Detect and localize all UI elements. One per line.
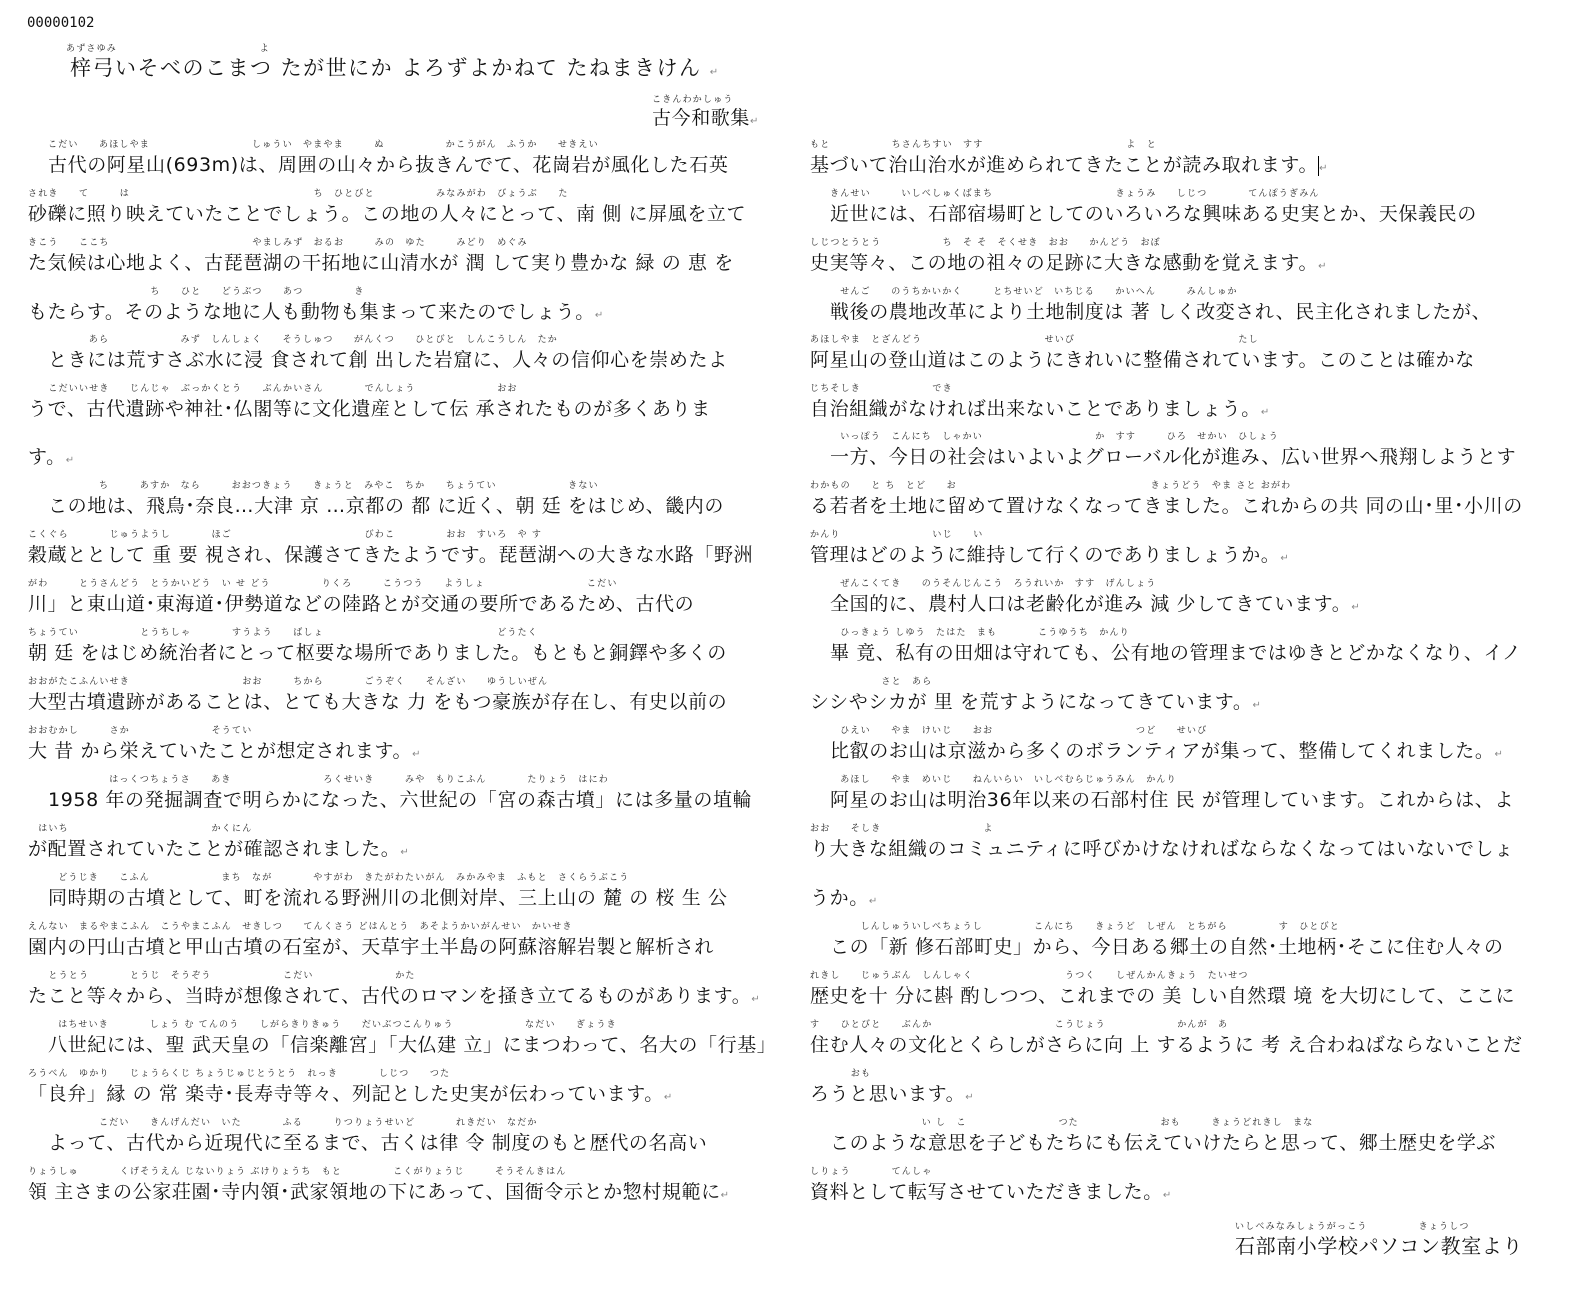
line-text: す。	[28, 446, 66, 468]
poem-line: 梓弓いそべのこまつ たが世にか よろずよかねて たねまきけん	[70, 56, 702, 80]
right-line-furigana: もと ちさんちすい すす よ と	[810, 140, 1157, 150]
left-line-furigana: えんない まるやまこふん こうやまこふん せきしつ てんくさう どはんとう あそようかいがんせい かいせき	[28, 922, 573, 932]
right-line-furigana: しりょう てんしゃ	[810, 1167, 933, 1177]
left-text-line	[48, 348, 728, 372]
paragraph-mark: ↵	[1351, 602, 1361, 613]
line-text: 「良弁」縁 の 常 楽寺･長寿寺等々、列記とした史実が伝わっています。	[28, 1083, 664, 1105]
line-text: 自治組織がなければ出来ないことでありましょう。	[810, 398, 1261, 420]
paragraph-mark: ↵	[400, 847, 410, 858]
right-text-line	[810, 690, 1261, 718]
paragraph-mark: ↵	[1319, 163, 1329, 174]
left-text-line	[28, 1180, 730, 1208]
right-text-line	[810, 251, 1327, 279]
paragraph-mark: ↵	[720, 1190, 730, 1201]
left-line-furigana: あら みず しんしょく そうしゅつ がんくつ ひとびと しんこうしん たか	[48, 335, 559, 345]
paragraph-mark: ↵	[65, 455, 75, 466]
left-text-line	[28, 1082, 673, 1110]
line-text: シシやシカが 里 を荒すようになってきています。	[810, 691, 1253, 713]
line-text: 古代の阿星山(693m)は、周囲の山々から抜きんでて、花崗岩が風化した石英	[48, 154, 729, 176]
line-text: 1958 年の発掘調査で明らかになった、六世紀の「宮の森古墳」には多量の埴輪	[48, 789, 753, 811]
right-line-furigana: いっぽう こんにち しゃかい か すす ひろ せかい ひしょう	[830, 432, 1279, 442]
line-text: 戦後の農地改革により土地制度は 著 しく改変され、民主化されましたが、	[830, 301, 1492, 323]
left-line-furigana: おおがたこふんいせき おお ちから ごうぞく そんざい ゆうしいぜん	[28, 677, 549, 687]
left-text-line	[28, 202, 746, 226]
right-line-furigana: い し こ つた おも きょうどれきし まな	[830, 1118, 1314, 1128]
line-text: る若者を土地に留めて置けなくなってきました。これからの共 同の山･里･小川の	[810, 495, 1523, 517]
line-text: た気候は心地よく、古琵琶湖の干拓地に山清水が 潤 して実り豊かな 緑 の 恵 を	[28, 252, 734, 274]
right-line-furigana: あほし やま めいじ ねんいらい いしべむらじゅうみん かんり	[830, 775, 1177, 785]
line-text: が配置されていたことが確認されました。	[28, 838, 401, 860]
left-text-line	[28, 690, 727, 714]
right-text-line	[810, 494, 1523, 518]
right-line-furigana: じちそしき でき	[810, 384, 953, 394]
left-line-furigana: りょうしゅ くげそうえん じないりょう ぶけりょうち もと こくがりょうじ そうそんきはん	[28, 1167, 567, 1177]
paragraph-mark: ↵	[750, 116, 759, 127]
right-text-line	[830, 300, 1491, 324]
right-text-line	[810, 153, 1328, 181]
paragraph-mark: ↵	[1280, 553, 1290, 564]
paragraph-mark: ↵	[663, 1092, 673, 1103]
line-text: うで、古代遺跡や神社･仏閣等に文化遺産として伝 承されたものが多くありま	[28, 398, 711, 420]
left-line-furigana: こだい きんげんだい いた ふる りつりょうせいど れきだい なだか	[48, 1118, 538, 1128]
left-text-line	[28, 935, 714, 959]
left-text-line	[28, 641, 727, 665]
right-text-line	[830, 788, 1514, 812]
line-text: よって、古代から近現代に至るまで、古くは律 令 制度のもと歴代の名高い	[48, 1132, 708, 1154]
line-text: 比叡のお山は京滋から多くのボランティアが集って、整備してくれました。	[830, 740, 1495, 762]
paragraph-mark: ↵	[594, 310, 604, 321]
left-text-line	[28, 251, 734, 275]
line-text: 砂礫に照り映えていたことでしょう。この地の人々にとって、南 側 に屏風を立て	[28, 203, 747, 225]
line-text: 領 主さまの公家荘園･寺内領･武家領地の下にあって、国衙令示とか惣村規範に	[28, 1181, 721, 1203]
poem-text	[70, 56, 720, 85]
right-text-line	[810, 1082, 974, 1110]
poem-source-text: 古今和歌集	[652, 107, 751, 129]
line-text: 同時期の古墳として、町を流れる野洲川の北側対岸、三上山の 麓 の 桜 生 公	[48, 887, 728, 909]
left-text-line	[28, 300, 604, 328]
left-line-furigana: ち あすか なら おおつきょう きょうと みやこ ちか ちょうてい きない	[48, 481, 599, 491]
source-furigana: こきんわかしゅう	[652, 95, 734, 105]
line-text: 住む人々の文化とくらしがさらに向 上 するように 考 え合わねばならないことだ	[810, 1034, 1523, 1056]
right-text-line	[810, 837, 1514, 861]
left-text-line	[28, 397, 711, 421]
right-text-line	[830, 739, 1504, 767]
left-text-line	[48, 788, 752, 812]
poem-furigana: あずさゆみ よ	[66, 44, 271, 54]
line-text: 基づいて治山治水が進められてきたことが読み取れます。	[810, 154, 1319, 176]
right-line-furigana: わかもの と ち とど お きょうどう やま さと おがわ	[810, 481, 1292, 491]
right-line-furigana: きんせい いしべしゅくばまち きょうみ しじつ てんぽうぎみん	[830, 189, 1320, 199]
right-line-furigana: おも	[810, 1069, 872, 1079]
left-text-line	[28, 592, 694, 616]
line-text: 大型古墳遺跡があることは、とても大きな 力 をもつ豪族が存在し、有史以前の	[28, 691, 728, 713]
line-text: り大きな組織のコミュニティに呼びかけなければならなくなってはいないでしょ	[810, 838, 1514, 860]
line-text: もたらす。そのような地に人も動物も集まって来たのでしょう。	[28, 301, 595, 323]
left-line-furigana: はいち かくにん	[28, 824, 253, 834]
right-text-line	[810, 1033, 1523, 1057]
right-line-furigana: ぜんこくてき のうそんじんこう ろうれいか すす げんしょう	[830, 579, 1157, 589]
right-text-line	[830, 641, 1522, 665]
right-line-furigana: れきし じゅうぶん しんしゃく うつく しぜんかんきょう たいせつ	[810, 971, 1249, 981]
paragraph-mark: ↵	[1318, 261, 1328, 272]
left-line-furigana: されき て は ち ひとびと みなみがわ びょうぶ た	[28, 189, 569, 199]
paragraph-mark: ↵	[965, 1092, 975, 1103]
right-line-furigana: さと あら	[810, 677, 933, 687]
line-text: 近世には、石部宿場町としてのいろいろな興味ある史実とか、天保義民の	[830, 203, 1477, 225]
left-text-line	[48, 1033, 776, 1057]
left-line-furigana: こだい あほしやま しゅうい やまやま ぬ かこうがん ふうか せきえい	[48, 140, 599, 150]
left-line-furigana: おおむかし さか そうてい	[28, 726, 253, 736]
right-line-furigana: かんり いじ い	[810, 530, 984, 540]
left-text-line	[28, 739, 421, 767]
left-line-furigana: こだいいせき じんじゃ ぶっかくとう ぶんかいさん でんしょう おお	[28, 384, 518, 394]
right-text-line	[810, 886, 878, 914]
left-line-furigana: ろうべん ゆかり じょうらくじ ちょうじゅじとうとう れっき しじつ つた	[28, 1069, 451, 1079]
line-text: 川」と東山道･東海道･伊勢道などの陸路とが交通の要所であるため、古代の	[28, 593, 695, 615]
right-line-furigana: しんしゅういしべちょうし こんにち きょうど しぜん とちがら す ひとびと	[830, 922, 1341, 932]
left-text-line	[48, 494, 724, 518]
poem-source	[652, 106, 759, 134]
right-text-line	[810, 397, 1270, 425]
right-line-furigana: ひっきょう しゆう たはた まも こうゆうち かんり	[830, 628, 1130, 638]
line-text: 一方、今日の社会はいよいよグローバル化が進み、広い世界へ飛翔しようとす	[830, 446, 1517, 468]
left-text-line	[28, 837, 409, 865]
right-text-line	[810, 348, 1475, 372]
left-line-furigana: ちょうてい とうちしゃ すうよう ばしょ どうたく	[28, 628, 539, 638]
document-id: 00000102	[27, 15, 95, 31]
left-line-furigana: とうとう とうじ そうぞう こだい かた	[28, 971, 416, 981]
right-line-furigana: あほしやま とざんどう せいび たし	[810, 335, 1259, 345]
left-line-furigana: どうじき こふん まち なが やすがわ きたがわたいがん みかみやま ふもと さくらうぶこう	[48, 873, 630, 883]
signature-furigana: いしべみなみしょうがっこう きょうしつ	[1235, 1222, 1470, 1232]
right-text-line	[830, 592, 1360, 620]
right-text-line	[830, 935, 1504, 959]
left-line-furigana: がわ とうさんどう とうかいどう い せ どう りくろ こうつう ようしょ こだい	[28, 579, 618, 589]
line-text: この地は、飛鳥･奈良…大津 京 …京都の 都 に近く、朝 廷 をはじめ、畿内の	[48, 495, 724, 517]
line-text: ときには荒すさぶ水に浸 食されて創 出した岩窟に、人々の信仰心を崇めたよ	[48, 349, 728, 371]
line-text: 全国的に、農村人口は老齢化が進み 減 少してきています。	[830, 593, 1352, 615]
line-text: この「新 修石部町史」から、今日ある郷土の自然･土地柄･そこに住む人々の	[830, 936, 1504, 958]
left-line-furigana: こくぐら じゅうようし ほご びわこ おお すいろ や す	[28, 530, 543, 540]
left-text-line	[28, 984, 760, 1012]
left-line-furigana: きこう ここち やましみず おるお みの ゆた みどり めぐみ	[28, 238, 528, 248]
left-text-line	[48, 153, 728, 177]
line-text: 大 昔 から栄えていたことが想定されます。	[28, 740, 413, 762]
right-line-furigana: せんご のうちかいかく とちせいど いちじる かいへん みんしゅか	[830, 287, 1238, 297]
paragraph-mark: ↵	[1252, 700, 1262, 711]
right-text-line	[810, 984, 1515, 1008]
left-text-line	[28, 445, 75, 473]
right-line-furigana: ひえい やま けいじ おお つど せいび	[830, 726, 1208, 736]
signature: 石部南小学校パソコン教室より	[1235, 1234, 1523, 1258]
line-text: 畢 竟、私有の田畑は守れても、公有地の管理まではゆきとどかなくなり、イノ	[830, 642, 1522, 664]
paragraph-mark: ↵	[751, 994, 761, 1005]
paragraph-mark: ↵	[868, 896, 878, 907]
left-text-line	[48, 1131, 707, 1155]
line-text: このような意思を子どもたちにも伝えていけたらと思って、郷土歴史を学ぶ	[830, 1132, 1497, 1154]
left-line-furigana: はちせいき しょう む てんのう しがらきりきゅう だいぶつこんりゅう なだい ぎょうき	[48, 1020, 617, 1030]
line-text: うか。	[810, 887, 869, 909]
left-text-line	[48, 886, 728, 910]
line-text: たこと等々から、当時が想像されて、古代のロマンを掻き立てるものがあります。	[28, 985, 752, 1007]
line-text: 資料として転写させていただきました。	[810, 1181, 1163, 1203]
right-line-furigana: おお そしき よ	[810, 824, 994, 834]
line-text: 阿星のお山は明治36年以来の石部村住 民 が管理しています。これからは、よ	[830, 789, 1514, 811]
paragraph-mark: ↵	[412, 749, 422, 760]
left-line-furigana: はっくつちょうさ あき ろくせいき みや もりこふん たりょう はにわ	[48, 775, 610, 785]
right-line-furigana: す ひとびと ぶんか こうじょう かんが あ	[810, 1020, 1229, 1030]
line-text: 穀蔵ととして 重 要 視され、保護さてきたようです。琵琶湖への大きな水路「野洲	[28, 544, 754, 566]
left-text-line	[28, 543, 753, 567]
left-line-furigana: ち ひと どうぶつ あつ き	[28, 287, 365, 297]
paragraph-mark: ↵	[1260, 407, 1270, 418]
line-text: 歴史を十 分に斟 酌しつつ、これまでの 美 しい自然環 境 を大切にして、ここに	[810, 985, 1516, 1007]
line-text: 阿星山の登山道はこのようにきれいに整備されています。このことは確かな	[810, 349, 1475, 371]
line-text: 管理はどのように維持して行くのでありましょうか。	[810, 544, 1281, 566]
paragraph-mark: ↵	[1494, 749, 1504, 760]
line-text: 八世紀には、聖 武天皇の「信楽離宮」「大仏建 立」にまつわって、名大の「行基」	[48, 1034, 777, 1056]
right-text-line	[810, 543, 1289, 571]
line-text: 史実等々、この地の祖々の足跡に大きな感動を覚えます。	[810, 252, 1319, 274]
paragraph-mark: ↵	[1162, 1190, 1172, 1201]
line-text: 朝 廷 をはじめ統治者にとって枢要な場所でありました。もともと銅鐸や多くの	[28, 642, 727, 664]
line-text: 園内の円山古墳と甲山古墳の石室が、天草宇土半島の阿蘇溶解岩製と解析され	[28, 936, 715, 958]
right-text-line	[830, 1131, 1496, 1155]
paragraph-mark: ↵	[709, 67, 720, 78]
right-line-furigana: しじつとうとう ち そ そ そくせき おお かんどう おぼ	[810, 238, 1161, 248]
right-text-line	[830, 445, 1516, 469]
right-text-line	[830, 202, 1477, 226]
right-text-line	[810, 1180, 1172, 1208]
line-text: ろうと思います。	[810, 1083, 966, 1105]
